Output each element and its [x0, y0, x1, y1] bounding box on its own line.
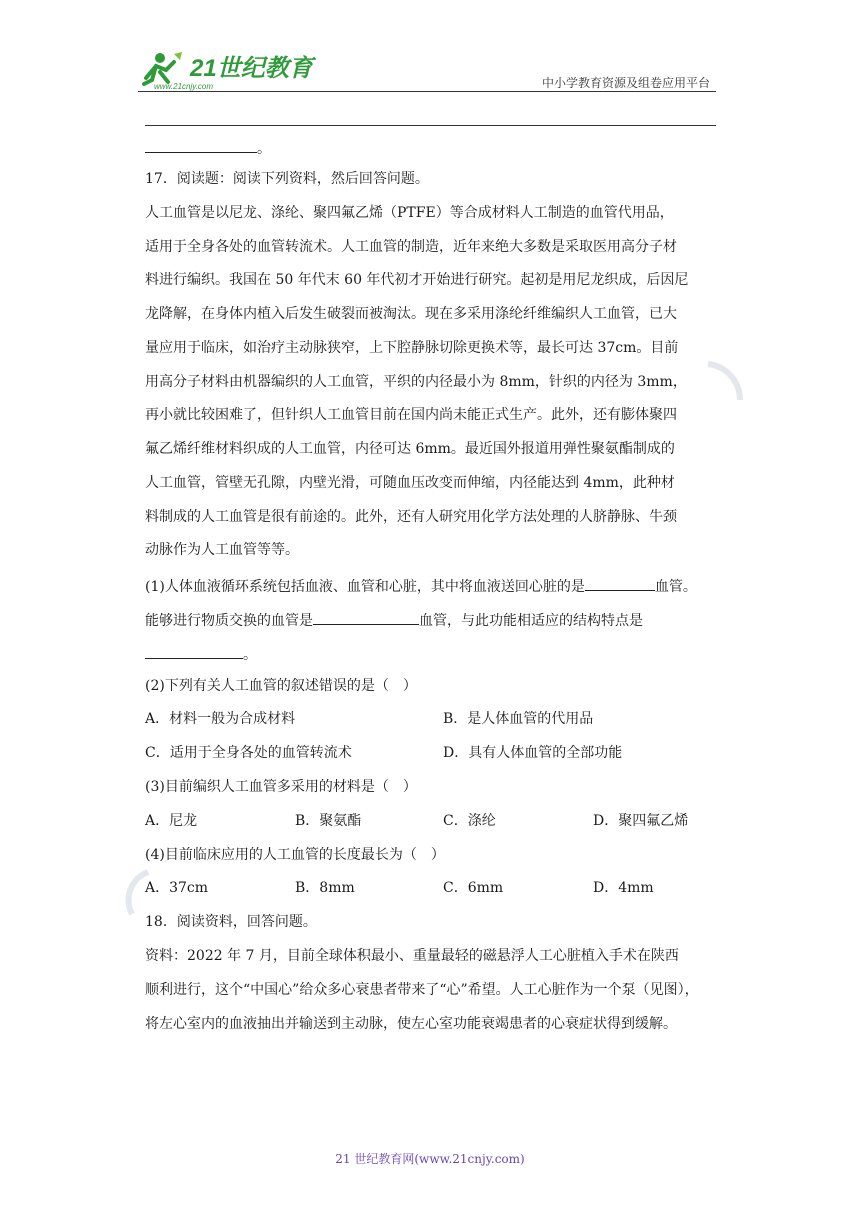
option-b[interactable]: B．8mm	[295, 880, 355, 896]
answer-blank[interactable]	[145, 136, 257, 153]
option-d[interactable]: D．聚四氟乙烯	[593, 813, 689, 829]
option-c[interactable]: C．6mm	[443, 880, 504, 896]
site-logo	[138, 48, 318, 92]
option-d[interactable]: D．4mm	[593, 880, 654, 896]
q18-title: 18．阅读资料，回答问题。	[145, 914, 317, 930]
option-c[interactable]: C．涤纶	[443, 813, 496, 829]
option-c[interactable]: C．适用于全身各处的血管转流术	[145, 745, 352, 761]
option-b[interactable]: B．是人体血管的代用品	[443, 711, 594, 727]
sub1-line3: 。	[145, 642, 257, 665]
passage-line: 适用于全身各处的血管转流术。人工血管的制造，近年来绝大多数是采取医用高分子材	[145, 239, 677, 255]
runner-icon	[144, 52, 182, 84]
passage-line: 将左心室内的血液抽出并输送到主动脉，使左心室功能衰竭患者的心衰症状得到缓解。	[145, 1016, 677, 1032]
passage-line: 氟乙烯纤维材料织成的人工血管，内径可达 6mm。最近国外报道用弹性聚氨酯制成的	[145, 441, 675, 457]
sub2-stem: (2)下列有关人工血管的叙述错误的是（ ）	[145, 678, 417, 694]
option-a[interactable]: A．尼龙	[145, 813, 198, 829]
passage-line: 资料：2022 年 7 月，目前全球体积最小、重量最轻的磁悬浮人工心脏植入手术在陕西	[145, 948, 679, 964]
prev-answer-line: 。	[145, 136, 271, 159]
answer-blank[interactable]	[585, 574, 655, 591]
top-answer-rule	[145, 125, 716, 126]
passage-line: 量应用于临床，如治疗主动脉狭窄，上下腔静脉切除更换术等，最长可达 37cm。目前	[145, 340, 679, 356]
svg-text:21世纪教育: 21世纪教育	[190, 55, 313, 82]
sub1-line2: 能够进行物质交换的血管是 血管，与此功能相适应的结构特点是	[145, 608, 643, 631]
passage-line: 顺利进行，这个“中国心”给众多心衰患者带来了“心”希望。人工心脏作为一个泵（见图），	[145, 982, 699, 998]
option-a[interactable]: A．材料一般为合成材料	[145, 711, 296, 727]
sub4-stem: (4)目前临床应用的人工血管的长度最长为（ ）	[145, 847, 445, 863]
option-b[interactable]: B．聚氨酯	[295, 813, 362, 829]
passage-line: 人工血管，管壁无孔隙，内壁光滑，可随血压改变而伸缩，内径能达到 4mm，此种材	[145, 475, 675, 491]
svg-text:www.21cnjy.com: www.21cnjy.com	[154, 82, 213, 91]
passage-line: 料进行编织。我国在 50 年代末 60 年代初才开始进行研究。起初是用尼龙织成，后因尼	[145, 272, 689, 288]
passage-line: 料制成的人工血管是很有前途的。此外，还有人研究用化学方法处理的人脐静脉、牛颈	[145, 509, 677, 525]
sub3-stem: (3)目前编织人工血管多采用的材料是（ ）	[145, 779, 417, 795]
sub1-line1: (1)人体血液循环系统包括血液、血管和心脏，其中将血液送回心脏的是 血管。	[145, 574, 697, 597]
passage-line: 再小就比较困难了，但针织人工血管目前在国内尚未能正式生产。此外，还有膨体聚四	[145, 407, 677, 423]
answer-blank[interactable]	[313, 608, 419, 625]
footer-link[interactable]: 21 世纪教育网(www.21cnjy.com)	[335, 1152, 525, 1166]
passage-line: 人工血管是以尼龙、涤纶、聚四氟乙烯（PTFE）等合成材料人工制造的血管代用品，	[145, 205, 674, 221]
passage-line: 龙降解，在身体内植入后发生破裂而被淘汰。现在多采用涤纶纤维编织人工血管，已大	[145, 306, 677, 322]
header-tagline: 中小学教育资源及组卷应用平台	[541, 76, 710, 90]
answer-blank[interactable]	[145, 642, 243, 659]
header-rule	[138, 91, 716, 92]
passage-line: 动脉作为人工血管等等。	[145, 542, 299, 558]
passage-line: 用高分子材料由机器编织的人工血管，平织的内径最小为 8mm，针织的内径为 3mm，	[145, 374, 687, 390]
option-a[interactable]: A．37cm	[145, 880, 209, 896]
q17-title: 17．阅读题：阅读下列资料，然后回答问题。	[145, 171, 429, 187]
watermark-arc-right	[700, 360, 750, 410]
option-d[interactable]: D．具有人体血管的全部功能	[443, 745, 623, 761]
